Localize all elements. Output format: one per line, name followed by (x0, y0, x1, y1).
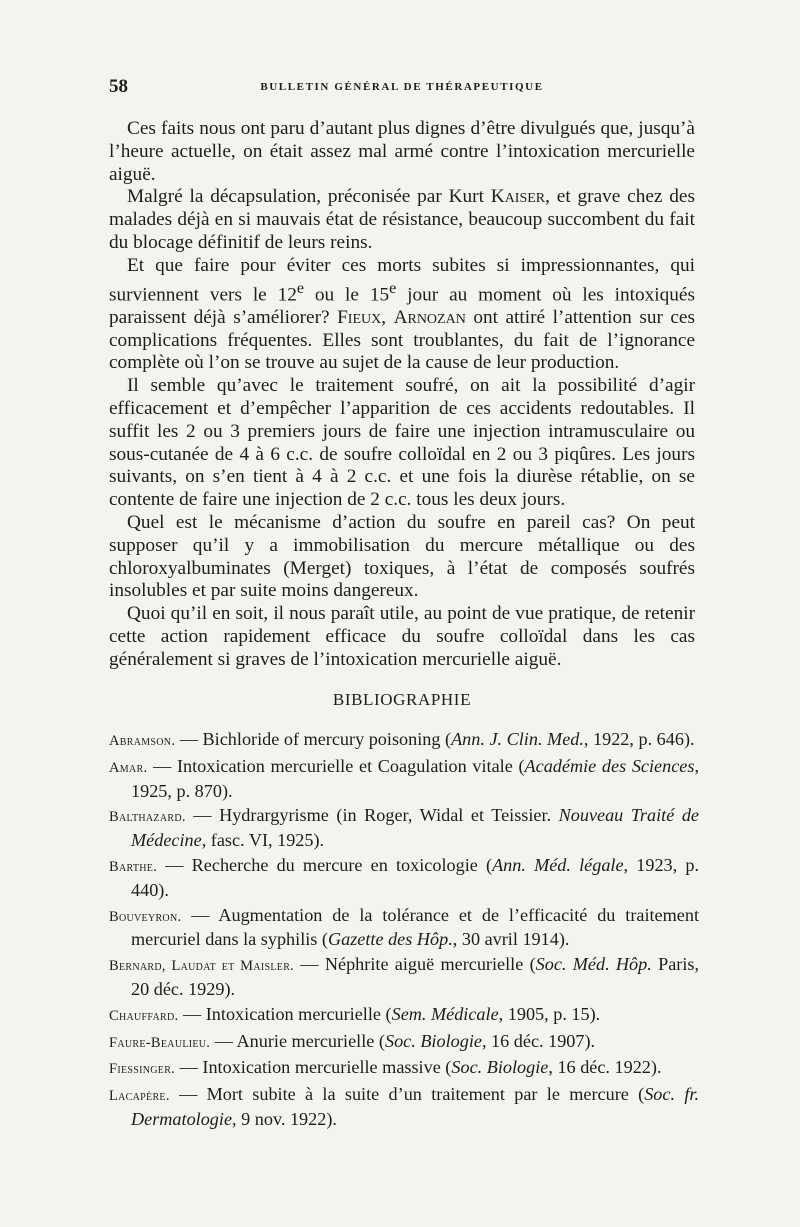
reference-source: Soc. Biologie (451, 1057, 549, 1078)
reference-text: , 1905, p. 15). (498, 1003, 601, 1024)
body-paragraph (109, 512, 695, 603)
body-text (109, 118, 695, 672)
reference-text: , 16 déc. 1907). (481, 1030, 596, 1051)
text-run: ou le 15 (304, 284, 390, 305)
bibliography-entry (109, 1003, 699, 1028)
text-run: Ces faits nous ont paru d’autant plus dignes d’être divulgués que, jusqu’à l’heure actuelle, on était assez mal armé contre l’intoxication mercurielle aiguë. (109, 118, 695, 185)
reference-author: Balthazard. (109, 809, 186, 826)
reference-text: — Intoxication mercurielle ( (178, 1003, 392, 1024)
reference-author: Bouveyron. (109, 908, 182, 925)
reference-source: Soc. fr. Dermatologie (131, 1084, 699, 1129)
text-run: jour au moment où les intoxiqués paraissent déjà s’améliorer? (109, 284, 695, 328)
section-title: BIBLIOGRAPHIE (332, 690, 472, 709)
reference-source: Gazette des Hôp. (327, 929, 453, 950)
reference-text: — Hydrargyrisme (in Roger, Widal et Teissier. (185, 805, 559, 826)
reference-text: — Mort subite à la suite d’un traitement par le mercure ( (169, 1084, 645, 1105)
reference-source: Soc. Méd. Hôp. (535, 954, 652, 975)
bibliography-list (109, 728, 699, 1133)
body-paragraph (109, 186, 695, 254)
reference-text: Paris, 20 déc. 1929). (131, 954, 700, 999)
reference-source: Ann. Méd. légale (492, 854, 624, 875)
reference-text: — Bichloride of mercury poisoning ( (175, 729, 452, 749)
bibliography-entry (109, 1083, 699, 1131)
running-title: BULLETIN GÉNÉRAL DE THÉRAPEUTIQUE (260, 81, 544, 93)
reference-text: , 1922, p. 646). (583, 729, 695, 749)
text-run: , (381, 306, 394, 328)
bibliography-entry (109, 728, 699, 753)
text-run: Il semble qu’avec le traitement soufré, on ait la possibilité d’agir efficacement et d’empêcher l’apparition de ces accidents redoutables. Il suffit les 2 ou 3 premiers jours de faire une injection intramusculaire ou sous-cutanée de 4 à 6 c.c. de soufre colloïdal en 2 ou 3 piqûres. Les jours suivants, on s’en tient à 4 à 2 c.c. et une fois la diurèse rétablie, on se contente de faire une injection de 2 c.c. tous les deux jours. (109, 375, 695, 511)
body-paragraph (109, 603, 695, 671)
superscript: e (296, 279, 305, 297)
reference-text: — Augmentation de la tolérance et de l’efficacité du traitement mercuriel dans la syphilis ( (131, 904, 699, 950)
reference-text: , 9 nov. 1922). (232, 1108, 337, 1129)
body-paragraph (109, 375, 695, 512)
reference-text: — Anurie mercurielle ( (210, 1030, 385, 1051)
reference-author: Chauffard. (109, 1007, 179, 1024)
bibliography-entry (109, 804, 699, 852)
reference-author: Bernard, Laudat et Maisler. (109, 958, 295, 975)
author-name: Kaiser (490, 186, 546, 208)
page-number: 58 (109, 76, 128, 97)
reference-source: Soc. Biologie (384, 1030, 482, 1051)
reference-text: , fasc. VI, 1925). (201, 830, 325, 851)
text-run: Quoi qu’il en soit, il nous paraît utile, au point de vue pratique, de retenir cette action rapidement efficace du soufre colloïdal dans les cas généralement si graves de l’intoxication mercurielle aiguë. (109, 603, 695, 670)
reference-text: — Néphrite aiguë mercurielle ( (294, 954, 536, 975)
reference-text: , 16 déc. 1922). (548, 1057, 662, 1078)
reference-author: Abramson. (109, 733, 176, 749)
bibliography-entry (109, 1056, 699, 1081)
reference-author: Amar. (109, 759, 148, 776)
superscript: e (389, 279, 397, 297)
bibliography-entry (109, 953, 699, 1001)
reference-text: — Intoxication mercurielle et Coagulation vitale ( (147, 755, 525, 776)
text-run: Quel est le mécanisme d’action du soufre en pareil cas? On peut supposer qu’il y a immobilisation du mercure métallique ou des chloroxyalbuminates (Merget) toxiques, à l’état de composés soufrés insolubles et par suite moins dangereux. (109, 511, 695, 602)
reference-author: Lacapère. (109, 1088, 170, 1105)
reference-source: Sem. Médicale (391, 1003, 499, 1024)
reference-author: Fiessinger. (109, 1061, 176, 1078)
text-run: , et grave chez des malades déjà en si mauvais état de résistance, beaucoup succombent du fait du blocage définitif de leurs reins. (109, 186, 695, 253)
reference-text: , 1923, p. 440). (131, 854, 699, 900)
bibliography-entry (109, 1030, 699, 1055)
text-run: Et que faire pour éviter ces morts subites si impressionnantes, qui surviennent vers le 12 (109, 254, 695, 305)
bibliography-entry (109, 854, 699, 902)
body-paragraph (109, 255, 695, 375)
bibliography-entry (109, 755, 699, 803)
reference-author: Barthe. (109, 858, 158, 875)
author-name: Arnozan (393, 306, 466, 328)
author-name: Fieux (337, 306, 382, 328)
reference-text: , 1925, p. 870). (131, 755, 699, 801)
reference-source: Nouveau Traité de Médecine (131, 805, 699, 851)
reference-text: , 30 avril 1914). (452, 929, 570, 950)
reference-text: — Intoxication mercurielle massive ( (175, 1057, 452, 1078)
bibliography-entry (109, 904, 699, 952)
reference-author: Faure-Beaulieu. (109, 1034, 211, 1051)
reference-source: Académie des Sciences (524, 755, 695, 776)
page-header (109, 76, 695, 98)
body-paragraph (109, 118, 695, 186)
text-run: Malgré la décapsulation, préconisée par Kurt (127, 186, 491, 208)
text-run: ont attiré l’attention sur ces complications fréquentes. Elles sont troublantes, du fait de l’ignorance complète où l’on se trouve au sujet de la cause de leur production. (109, 306, 695, 374)
reference-source: Ann. J. Clin. Med. (451, 729, 584, 749)
reference-text: — Recherche du mercure en toxicologie ( (157, 854, 493, 875)
